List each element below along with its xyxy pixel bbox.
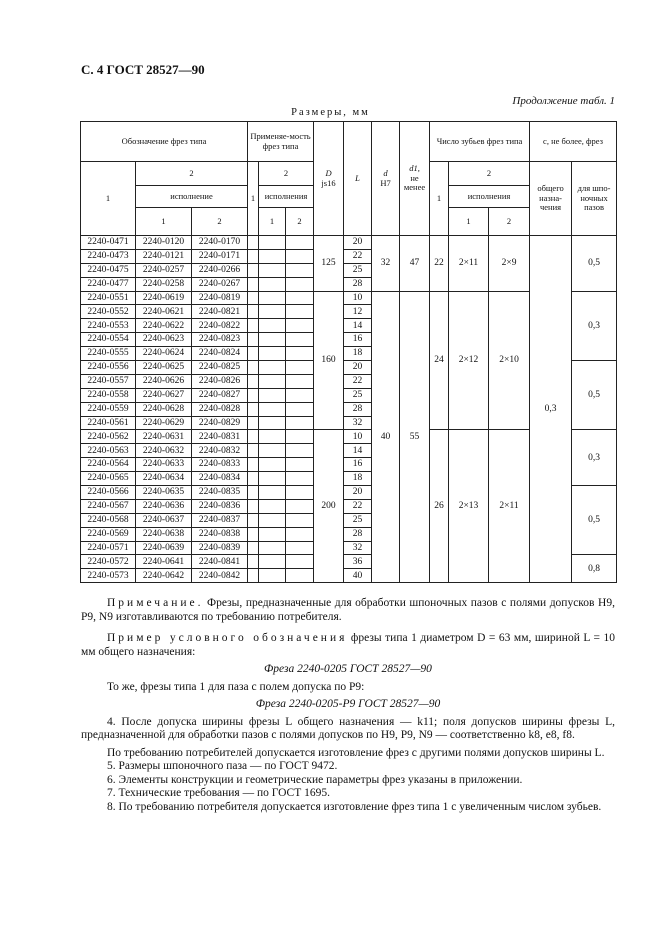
c-keyway-value: 0,5 — [572, 361, 617, 430]
table-row: 2240-0558 2240-0627 2240-0827 25 — [81, 388, 617, 402]
page-header: С. 4 ГОСТ 28527—90 — [81, 62, 205, 77]
c-keyway-value: 0,5 — [572, 486, 617, 555]
D-value: 160 — [314, 291, 344, 430]
table-row: 2240-0563 2240-0632 2240-0832 14 — [81, 444, 617, 458]
table-row: 2240-0477 2240-0258 2240-0267 28 — [81, 277, 617, 291]
z2v1-value: 2×11 — [449, 236, 489, 292]
table-row: 2240-0569 2240-0638 2240-0838 28 — [81, 527, 617, 541]
d1-header: d1, не менее — [400, 122, 430, 236]
table-row: 2240-0557 2240-0626 2240-0826 22 — [81, 374, 617, 388]
z1-value: 22 — [430, 236, 449, 292]
version-header: исполнение — [136, 186, 248, 208]
table-row: 2240-0553 2240-0622 2240-0822 14 — [81, 319, 617, 333]
D-value: 125 — [314, 236, 344, 292]
app-versions-header: исполнения — [259, 186, 314, 208]
teeth-version1-header: 1 — [449, 208, 489, 236]
table-row: 2240-0556 2240-0625 2240-0825 20 0,5 — [81, 361, 617, 375]
D-value: 200 — [314, 430, 344, 583]
c-keyway-value: 0,3 — [572, 430, 617, 486]
d-value: 40 — [372, 291, 400, 583]
body-text — [81, 597, 615, 814]
same-paragraph: То же, фрезы типа 1 для паза с полем допуска по Р9: — [107, 680, 365, 693]
z2v1-value: 2×13 — [449, 430, 489, 583]
example-paragraph: Пример условного обозначения фрезы типа 1 диаметром D = 63 мм, шириной L = 10 мм общего назначения: — [81, 632, 615, 658]
table-row: 2240-0572 2240-0641 2240-0841 36 0,8 — [81, 555, 617, 569]
table-row: 2240-0568 2240-0637 2240-0837 25 — [81, 513, 617, 527]
item-4: 4. После допуска ширины фрезы L общего назначения — k11; поля допусков ширины фрезы L, предназначенной для обработки пазов с полями допусков по Н9, Р9, N9 — соответственно k8, е8, f8. — [81, 715, 615, 741]
c-keyway-value: 0,8 — [572, 555, 617, 583]
designation-header: Обозначение фрез типа — [81, 122, 248, 162]
general-header: общего назна-чения — [530, 162, 572, 236]
teeth-version2-header: 2 — [489, 208, 530, 236]
z2v1-value: 2×12 — [449, 291, 489, 430]
type1-header: 1 — [81, 162, 136, 236]
version1-header: 1 — [136, 208, 192, 236]
z1-value: 26 — [430, 430, 449, 583]
teeth-type1-header: 1 — [430, 162, 449, 236]
app-version2-header: 2 — [286, 208, 314, 236]
app-type2-header: 2 — [259, 162, 314, 186]
teeth-type2-header: 2 — [449, 162, 530, 186]
table-row: 2240-0562 2240-0631 2240-0831 200 10 26 2×13 2×11 0,3 — [81, 430, 617, 444]
app-version1-header: 1 — [259, 208, 286, 236]
d-header: d H7 — [372, 122, 400, 236]
table-row: 2240-0559 2240-0628 2240-0828 28 — [81, 402, 617, 416]
d-value: 32 — [372, 236, 400, 292]
teeth-header: Число зубьев фрез типа — [430, 122, 530, 162]
table-row: 2240-0565 2240-0634 2240-0834 18 — [81, 472, 617, 486]
table-row: 2240-0475 2240-0257 2240-0266 25 — [81, 263, 617, 277]
sizes-caption: Размеры, мм — [291, 107, 370, 118]
teeth-versions-header: исполнения — [449, 186, 530, 208]
table-row: 2240-0564 2240-0633 2240-0833 16 — [81, 458, 617, 472]
table-row: 2240-0555 2240-0624 2240-0824 18 — [81, 347, 617, 361]
version2-header: 2 — [192, 208, 248, 236]
designation-example-2: Фреза 2240-0205-Р9 ГОСТ 28527—90 — [255, 698, 441, 710]
dimensions-table — [80, 121, 617, 583]
table-row: 2240-0551 2240-0619 2240-0819 160 10 40 55 24 2×12 2×10 0,3 — [81, 291, 617, 305]
table-row: 2240-0567 2240-0636 2240-0836 22 — [81, 499, 617, 513]
table-row: 2240-0566 2240-0635 2240-0835 20 0,5 — [81, 486, 617, 500]
applicability-header: Применяе-мость фрез типа — [248, 122, 314, 162]
c-keyway-value: 0,5 — [572, 236, 617, 292]
table-row: 2240-0561 2240-0629 2240-0829 32 — [81, 416, 617, 430]
item-8: 8. По требованию потребителя допускается изготовление фрез типа 1 с увеличенным числом зубьев. — [107, 800, 602, 813]
app-type1-header: 1 — [248, 162, 259, 236]
table-continuation: Продолжение табл. 1 — [512, 95, 615, 107]
c-general-value: 0,3 — [530, 236, 572, 583]
keyway-header: для шпо-ночных пазов — [572, 162, 617, 236]
D-header: D js16 — [314, 122, 344, 236]
table-row: 2240-0471 2240-0120 2240-0170 125 20 32 47 22 2×11 2×9 0,3 0,5 — [81, 236, 617, 250]
z1-value: 24 — [430, 291, 449, 430]
d1-value: 55 — [400, 291, 430, 583]
z2v2-value: 2×10 — [489, 291, 530, 430]
table-row: 2240-0554 2240-0623 2240-0823 16 — [81, 333, 617, 347]
table-row: 2240-0552 2240-0621 2240-0821 12 — [81, 305, 617, 319]
note-paragraph: Примечание. Фрезы, предназначенные для обработки шпоночных пазов с полями допусков Н9, Р9, N9 изготавливаются по требованию потребителя. — [81, 597, 615, 623]
table-row: 2240-0571 2240-0639 2240-0839 32 — [81, 541, 617, 555]
table-row: 2240-0473 2240-0121 2240-0171 22 — [81, 249, 617, 263]
item-6: 6. Элементы конструкции и геометрические параметры фрез указаны в приложении. — [107, 773, 523, 786]
z2v2-value: 2×9 — [489, 236, 530, 292]
d1-value: 47 — [400, 236, 430, 292]
L-header: L — [344, 122, 372, 236]
item-5: 5. Размеры шпоночного паза — по ГОСТ 9472. — [107, 760, 338, 772]
item-7: 7. Технические требования — по ГОСТ 1695. — [107, 787, 330, 799]
type2-header: 2 — [136, 162, 248, 186]
table-row: 2240-0573 2240-0642 2240-0842 40 — [81, 569, 617, 583]
c-header: c, не более, фрез — [530, 122, 617, 162]
c-keyway-value: 0,3 — [572, 291, 617, 360]
item-4b: По требованию потребителей допускается изготовление фрез с другими полями допусков ширины L. — [107, 746, 605, 759]
designation-example-1: Фреза 2240-0205 ГОСТ 28527—90 — [264, 663, 432, 675]
z2v2-value: 2×11 — [489, 430, 530, 583]
